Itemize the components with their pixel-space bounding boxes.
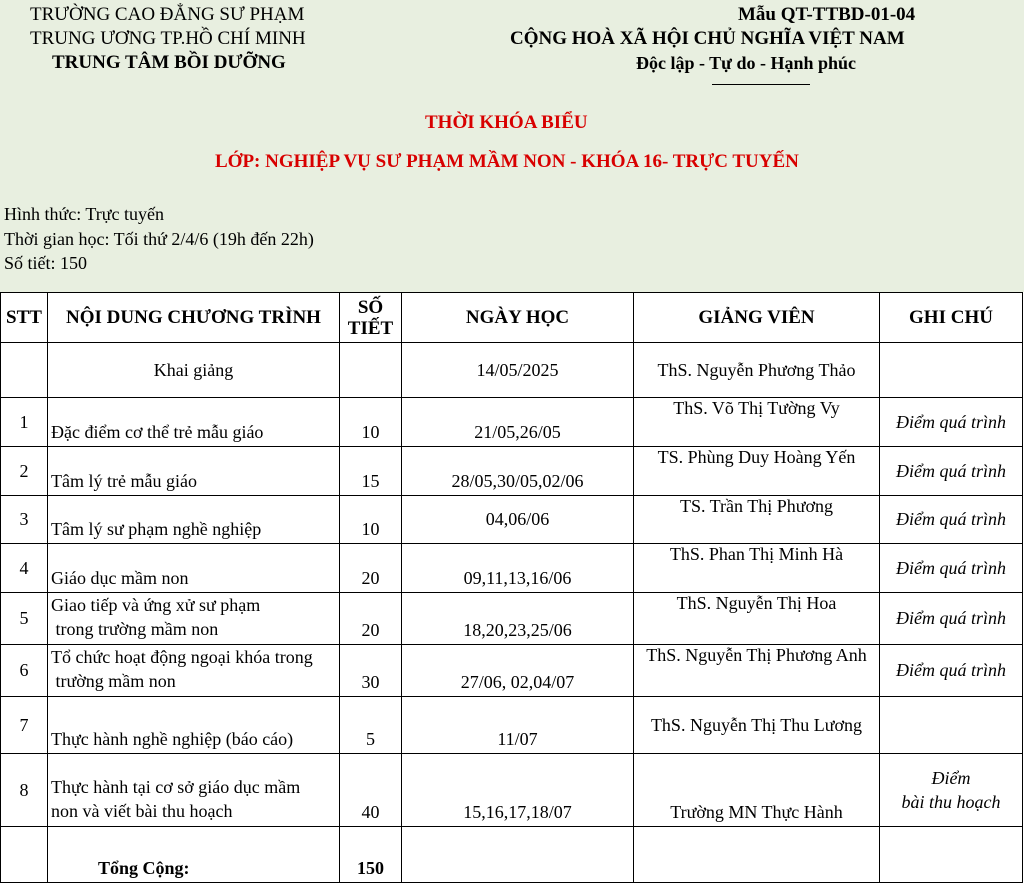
row-7-stt: 7 <box>1 697 48 754</box>
row-6-content-line1: Tổ chức hoạt động ngoại khóa trong <box>51 647 313 667</box>
row-7-content: Thực hành nghề nghiệp (báo cáo) <box>48 697 340 754</box>
row-3-lecturer: TS. Trần Thị Phương <box>634 496 880 544</box>
table-row <box>1 447 1023 496</box>
org-line-2: TRUNG ƯƠNG TP.HỒ CHÍ MINH <box>30 28 306 49</box>
header-content: NỘI DUNG CHƯƠNG TRÌNH <box>48 293 340 343</box>
row-8-content-line1: Thực hành tại cơ sở giáo dục mầm <box>51 777 301 797</box>
row-1-stt: 1 <box>1 398 48 447</box>
row-8-stt: 8 <box>1 754 48 827</box>
row-4-lecturer: ThS. Phan Thị Minh Hà <box>634 544 880 593</box>
row-3-stt: 3 <box>1 496 48 544</box>
row-8-content-line2: non và viết bài thu hoạch <box>51 801 233 821</box>
row-2-note: Điểm quá trình <box>880 447 1023 496</box>
total-note <box>880 827 1023 883</box>
study-mode: Hình thức: Trực tuyến <box>4 204 165 224</box>
row-6-lecturer: ThS. Nguyễn Thị Phương Anh <box>634 645 880 697</box>
total-dates <box>402 827 634 883</box>
row-6-stt: 6 <box>1 645 48 697</box>
opening-stt <box>1 343 48 398</box>
row-5-lecturer: ThS. Nguyễn Thị Hoa <box>634 593 880 645</box>
table-row <box>1 645 1023 697</box>
header-note: GHI CHÚ <box>880 293 1023 343</box>
row-6-periods: 30 <box>340 645 402 697</box>
row-5-content <box>48 593 340 645</box>
timetable <box>0 292 1023 883</box>
opening-dates: 14/05/2025 <box>402 343 634 398</box>
row-4-note: Điểm quá trình <box>880 544 1023 593</box>
row-5-dates: 18,20,23,25/06 <box>402 593 634 645</box>
header-periods-line2: TIẾT <box>347 317 394 339</box>
row-2-lecturer: TS. Phùng Duy Hoàng Yến <box>634 447 880 496</box>
row-8-note-line2: bài thu hoạch <box>901 792 1001 812</box>
class-name: LỚP: NGHIỆP VỤ SƯ PHẠM MẦM NON - KHÓA 16- TRỰC TUYẾN <box>215 151 799 172</box>
row-6-note: Điểm quá trình <box>880 645 1023 697</box>
form-code: Mẫu QT-TTBD-01-04 <box>738 4 916 25</box>
row-1-dates: 21/05,26/05 <box>402 398 634 447</box>
row-7-lecturer: ThS. Nguyễn Thị Thu Lương <box>634 697 880 754</box>
row-8-periods: 40 <box>340 754 402 827</box>
row-4-content: Giáo dục mầm non <box>48 544 340 593</box>
motto: Độc lập - Tự do - Hạnh phúc <box>636 53 857 73</box>
row-5-stt: 5 <box>1 593 48 645</box>
row-2-dates: 28/05,30/05,02/06 <box>402 447 634 496</box>
table-row <box>1 398 1023 447</box>
row-2-periods: 15 <box>340 447 402 496</box>
row-7-dates: 11/07 <box>402 697 634 754</box>
row-2-content: Tâm lý trẻ mẫu giáo <box>48 447 340 496</box>
row-3-periods: 10 <box>340 496 402 544</box>
row-6-content <box>48 645 340 697</box>
org-line-3: TRUNG TÂM BỒI DƯỠNG <box>52 52 286 73</box>
table-row <box>1 697 1023 754</box>
total-row <box>1 827 1023 883</box>
row-1-periods: 10 <box>340 398 402 447</box>
opening-periods <box>340 343 402 398</box>
row-5-note: Điểm quá trình <box>880 593 1023 645</box>
table-row <box>1 343 1023 398</box>
row-8-lecturer: Trường MN Thực Hành <box>634 754 880 827</box>
row-8-dates: 15,16,17,18/07 <box>402 754 634 827</box>
row-5-periods: 20 <box>340 593 402 645</box>
row-5-content-line2: trong trường mầm non <box>51 619 219 639</box>
table-row <box>1 496 1023 544</box>
total-label: Tổng Cộng: <box>48 827 340 883</box>
row-1-lecturer: ThS. Võ Thị Tường Vy <box>634 398 880 447</box>
org-line-1: TRƯỜNG CAO ĐẲNG SƯ PHẠM <box>30 4 305 25</box>
row-2-stt: 2 <box>1 447 48 496</box>
row-5-content-line1: Giao tiếp và ứng xử sư phạm <box>51 595 261 615</box>
document-title: THỜI KHÓA BIỂU <box>425 112 588 133</box>
row-8-note-line1: Điểm <box>931 768 971 788</box>
total-lecturer <box>634 827 880 883</box>
row-1-content: Đặc điểm cơ thể trẻ mẫu giáo <box>48 398 340 447</box>
row-4-periods: 20 <box>340 544 402 593</box>
row-6-dates: 27/06, 02,04/07 <box>402 645 634 697</box>
row-8-content <box>48 754 340 827</box>
motto-underline <box>712 84 810 85</box>
header-periods <box>340 293 402 343</box>
row-7-note <box>880 697 1023 754</box>
total-periods: 150 <box>340 827 402 883</box>
opening-note <box>880 343 1023 398</box>
row-6-content-line2: trường mầm non <box>51 671 176 691</box>
row-4-dates: 09,11,13,16/06 <box>402 544 634 593</box>
total-periods-info: Số tiết: 150 <box>4 253 88 273</box>
row-1-note: Điểm quá trình <box>880 398 1023 447</box>
row-3-dates: 04,06/06 <box>402 496 634 544</box>
opening-lecturer: ThS. Nguyễn Phương Thảo <box>634 343 880 398</box>
header-lecturer: GIẢNG VIÊN <box>634 293 880 343</box>
study-schedule: Thời gian học: Tối thứ 2/4/6 (19h đến 22h) <box>4 229 314 249</box>
row-3-note: Điểm quá trình <box>880 496 1023 544</box>
table-row <box>1 544 1023 593</box>
header-dates: NGÀY HỌC <box>402 293 634 343</box>
total-stt <box>1 827 48 883</box>
opening-content: Khai giảng <box>48 343 340 398</box>
row-7-periods: 5 <box>340 697 402 754</box>
row-8-note <box>880 754 1023 827</box>
header-periods-line1: SỐ <box>357 296 384 318</box>
table-row <box>1 593 1023 645</box>
nation-title: CỘNG HOÀ XÃ HỘI CHỦ NGHĨA VIỆT NAM <box>510 28 905 49</box>
header-stt: STT <box>1 293 48 343</box>
row-4-stt: 4 <box>1 544 48 593</box>
row-3-content: Tâm lý sư phạm nghề nghiệp <box>48 496 340 544</box>
table-header-row <box>1 293 1023 343</box>
table-row <box>1 754 1023 827</box>
